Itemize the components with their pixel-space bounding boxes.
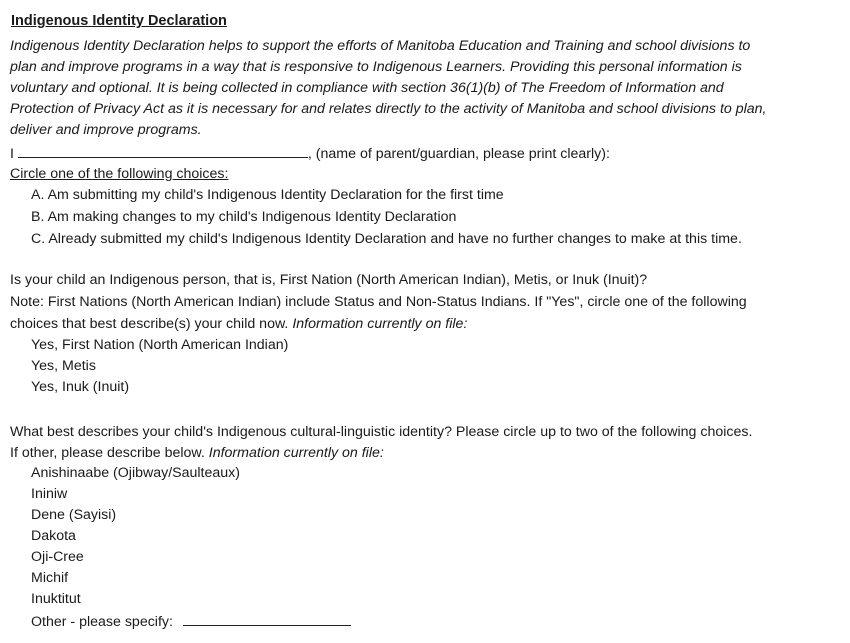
option-oji-cree[interactable]: Oji-Cree — [31, 549, 84, 565]
option-dakota[interactable]: Dakota — [31, 528, 76, 544]
option-anishinaabe[interactable]: Anishinaabe (Ojibway/Saulteaux) — [31, 465, 240, 481]
question2-instruction — [10, 443, 384, 463]
intro-line: deliver and improve programs. — [10, 122, 202, 138]
other-label[interactable]: Other - please specify: — [31, 614, 173, 630]
intro-line: voluntary and optional. It is being collected in compliance with section 36(1)(b) of The Freedom of Information and — [10, 80, 724, 96]
option-inuk[interactable]: Yes, Inuk (Inuit) — [31, 379, 130, 395]
question1-instruction — [10, 314, 467, 334]
option-ininiw[interactable]: Ininiw — [31, 486, 68, 502]
option-michif[interactable]: Michif — [31, 570, 69, 586]
submission-choice-a[interactable]: A. Am submitting my child's Indigenous Identity Declaration for the first time — [31, 187, 504, 203]
question1-instruction-text: choices that best describe(s) your child now. — [10, 316, 289, 332]
name-prefix: I — [10, 146, 14, 162]
question2-on-file: Information currently on file: — [208, 445, 384, 461]
option-first-nation[interactable]: Yes, First Nation (North American Indian) — [31, 337, 289, 353]
question1-note: Note: First Nations (North American Indian) include Status and Non-Status Indians. If "Yes", circle one of the following — [10, 294, 747, 310]
parent-name-field[interactable] — [18, 143, 308, 158]
submission-choice-b[interactable]: B. Am making changes to my child's Indigenous Identity Declaration — [31, 209, 457, 225]
name-suffix: , (name of parent/guardian, please print clearly): — [307, 146, 610, 162]
parent-name-line — [10, 143, 610, 164]
circle-heading: Circle one of the following choices: — [10, 166, 229, 182]
question2-instruction-text: If other, please describe below. — [10, 445, 205, 461]
option-inuktitut[interactable]: Inuktitut — [31, 591, 81, 607]
submission-choice-c[interactable]: C. Already submitted my child's Indigenous Identity Declaration and have no further changes to make at this time. — [31, 231, 742, 247]
intro-line: Protection of Privacy Act as it is necessary for and relates directly to the activity of Manitoba and school divisions to plan, — [10, 101, 767, 117]
option-metis[interactable]: Yes, Metis — [31, 358, 96, 374]
question1-on-file: Information currently on file: — [292, 316, 468, 332]
intro-line: plan and improve programs in a way that is responsive to Indigenous Learners. Providing this personal information is — [10, 59, 742, 75]
other-specify-field[interactable] — [183, 611, 351, 626]
intro-line: Indigenous Identity Declaration helps to support the efforts of Manitoba Education and Training and school divisions to — [10, 38, 751, 54]
option-other — [31, 611, 351, 632]
form-title: Indigenous Identity Declaration — [11, 13, 227, 29]
option-dene[interactable]: Dene (Sayisi) — [31, 507, 117, 523]
question2-text: What best describes your child's Indigenous cultural-linguistic identity? Please circle up to two of the following choices. — [10, 424, 753, 440]
question1-text: Is your child an Indigenous person, that is, First Nation (North American Indian), Metis, or Inuk (Inuit)? — [10, 272, 648, 288]
